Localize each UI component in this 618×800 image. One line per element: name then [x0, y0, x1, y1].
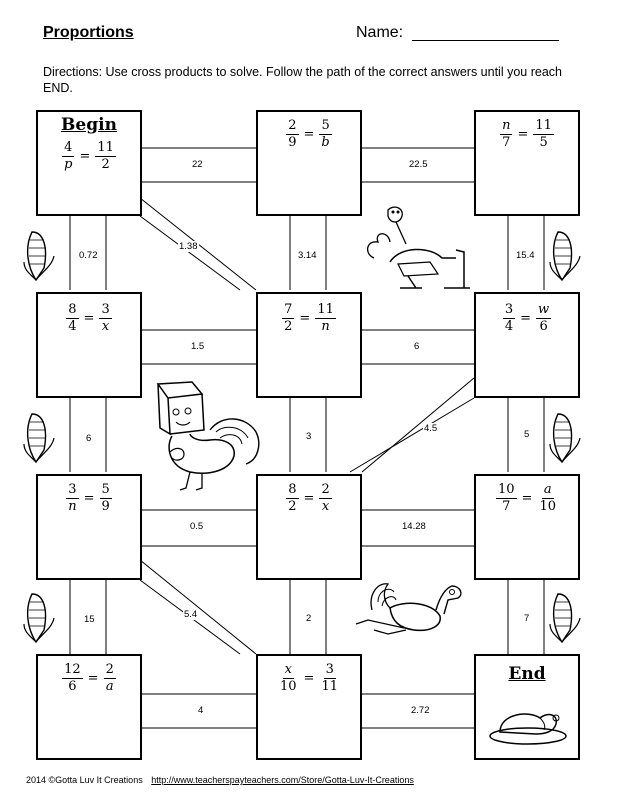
- frac-den: n: [321, 319, 330, 334]
- equals-sign: =: [83, 491, 95, 506]
- equals-sign: =: [520, 311, 532, 326]
- frac-num: x: [284, 662, 292, 677]
- frac-den: a: [105, 679, 114, 694]
- frac-num: n: [502, 118, 511, 133]
- answer-label: 6: [414, 341, 420, 352]
- answer-label: 5.4: [184, 609, 198, 620]
- store-link[interactable]: http://www.teacherspayteachers.com/Store/Gotta-Luv-It-Creations: [151, 775, 414, 785]
- box-2: [256, 110, 362, 216]
- frac-num: 2: [321, 482, 330, 497]
- frac-num: 7: [284, 302, 293, 317]
- frac-den: 9: [288, 135, 297, 150]
- begin-label: Begin: [61, 115, 117, 135]
- frac-num: 11: [535, 118, 552, 133]
- answer-label: 6: [86, 433, 92, 444]
- frac-den: 2: [284, 319, 293, 334]
- frac-den: n: [68, 499, 77, 514]
- answer-label: 0.5: [190, 521, 204, 532]
- answer-label: 0.72: [79, 250, 98, 261]
- equals-sign: =: [79, 149, 91, 164]
- frac-den: 7: [502, 135, 511, 150]
- frac-den: 6: [539, 319, 548, 334]
- box-end: [474, 654, 580, 760]
- answer-label: 3: [306, 431, 312, 442]
- equals-sign: =: [83, 311, 95, 326]
- frac-den: 2: [101, 157, 110, 172]
- corn-icon: [548, 410, 582, 466]
- answer-label: 4: [198, 705, 204, 716]
- page-title: Proportions: [43, 24, 134, 41]
- frac-den: p: [64, 157, 73, 172]
- end-label: End: [508, 664, 546, 684]
- answer-label: 15: [84, 614, 95, 625]
- turkey-running-icon: [348, 580, 468, 640]
- frac-num: 5: [101, 482, 110, 497]
- answer-label: 7: [524, 613, 530, 624]
- equals-sign: =: [87, 671, 99, 686]
- frac-den: b: [321, 135, 330, 150]
- box-6: [474, 292, 580, 398]
- frac-num: 8: [288, 482, 297, 497]
- frac-den: 7: [502, 499, 511, 514]
- answer-label: 3.14: [298, 250, 317, 261]
- frac-den: 6: [68, 679, 77, 694]
- answer-label: 22: [192, 159, 203, 170]
- turkey-exercise-icon: [360, 202, 476, 302]
- box-8: [256, 474, 362, 580]
- corn-icon: [548, 590, 582, 646]
- frac-den: 10: [539, 499, 556, 514]
- frac-num: 8: [68, 302, 77, 317]
- equals-sign: =: [303, 491, 315, 506]
- copyright-text: 2014 ©Gotta Luv It Creations: [26, 775, 143, 785]
- answer-label: 15.4: [516, 250, 535, 261]
- frac-num: 11: [97, 140, 114, 155]
- answer-label: 1.38: [179, 241, 198, 252]
- box-5: [256, 292, 362, 398]
- box-7: [36, 474, 142, 580]
- equals-sign: =: [521, 491, 533, 506]
- frac-num: 2: [288, 118, 297, 133]
- equals-sign: =: [303, 127, 315, 142]
- frac-num: a: [543, 482, 552, 497]
- box-begin: [36, 110, 142, 216]
- roast-turkey-icon: [488, 702, 568, 746]
- frac-num: 5: [321, 118, 330, 133]
- frac-num: 3: [325, 662, 334, 677]
- box-10: [36, 654, 142, 760]
- corn-icon: [22, 410, 56, 466]
- directions-text: Directions: Use cross products to solve. Follow the path of the correct answers until you reach END.: [43, 65, 562, 95]
- frac-num: 4: [64, 140, 73, 155]
- frac-den: 11: [321, 679, 338, 694]
- frac-den: 5: [539, 135, 548, 150]
- answer-label: 2: [306, 613, 312, 624]
- frac-den: 9: [101, 499, 110, 514]
- answer-label: 5: [524, 429, 530, 440]
- box-4: [36, 292, 142, 398]
- box-11: [256, 654, 362, 760]
- frac-num: 2: [105, 662, 114, 677]
- corn-icon: [22, 228, 56, 284]
- box-9: [474, 474, 580, 580]
- frac-den: x: [321, 499, 330, 514]
- name-label: Name:: [356, 24, 404, 41]
- box-3: [474, 110, 580, 216]
- frac-den: 10: [280, 679, 297, 694]
- frac-num: w: [538, 302, 550, 317]
- answer-label: 2.72: [411, 705, 430, 716]
- frac-den: 2: [288, 499, 297, 514]
- frac-den: 4: [504, 319, 514, 334]
- footer: [26, 775, 414, 785]
- frac-num: 3: [101, 302, 110, 317]
- corn-icon: [22, 590, 56, 646]
- answer-label: 4.5: [424, 423, 438, 434]
- frac-num: 3: [68, 482, 77, 497]
- frac-num: 10: [498, 482, 515, 497]
- answer-label: 1.5: [191, 341, 205, 352]
- frac-den: 4: [68, 319, 77, 334]
- frac-num: 3: [504, 302, 514, 317]
- frac-num: 11: [317, 302, 334, 317]
- answer-label: 22.5: [409, 159, 428, 170]
- frac-num: 12: [64, 662, 81, 677]
- equals-sign: =: [303, 671, 315, 686]
- turkey-box-icon: [150, 380, 266, 496]
- corn-icon: [548, 228, 582, 284]
- frac-den: x: [101, 319, 110, 334]
- equals-sign: =: [299, 311, 311, 326]
- answer-label: 14.28: [402, 521, 426, 532]
- equals-sign: =: [517, 127, 529, 142]
